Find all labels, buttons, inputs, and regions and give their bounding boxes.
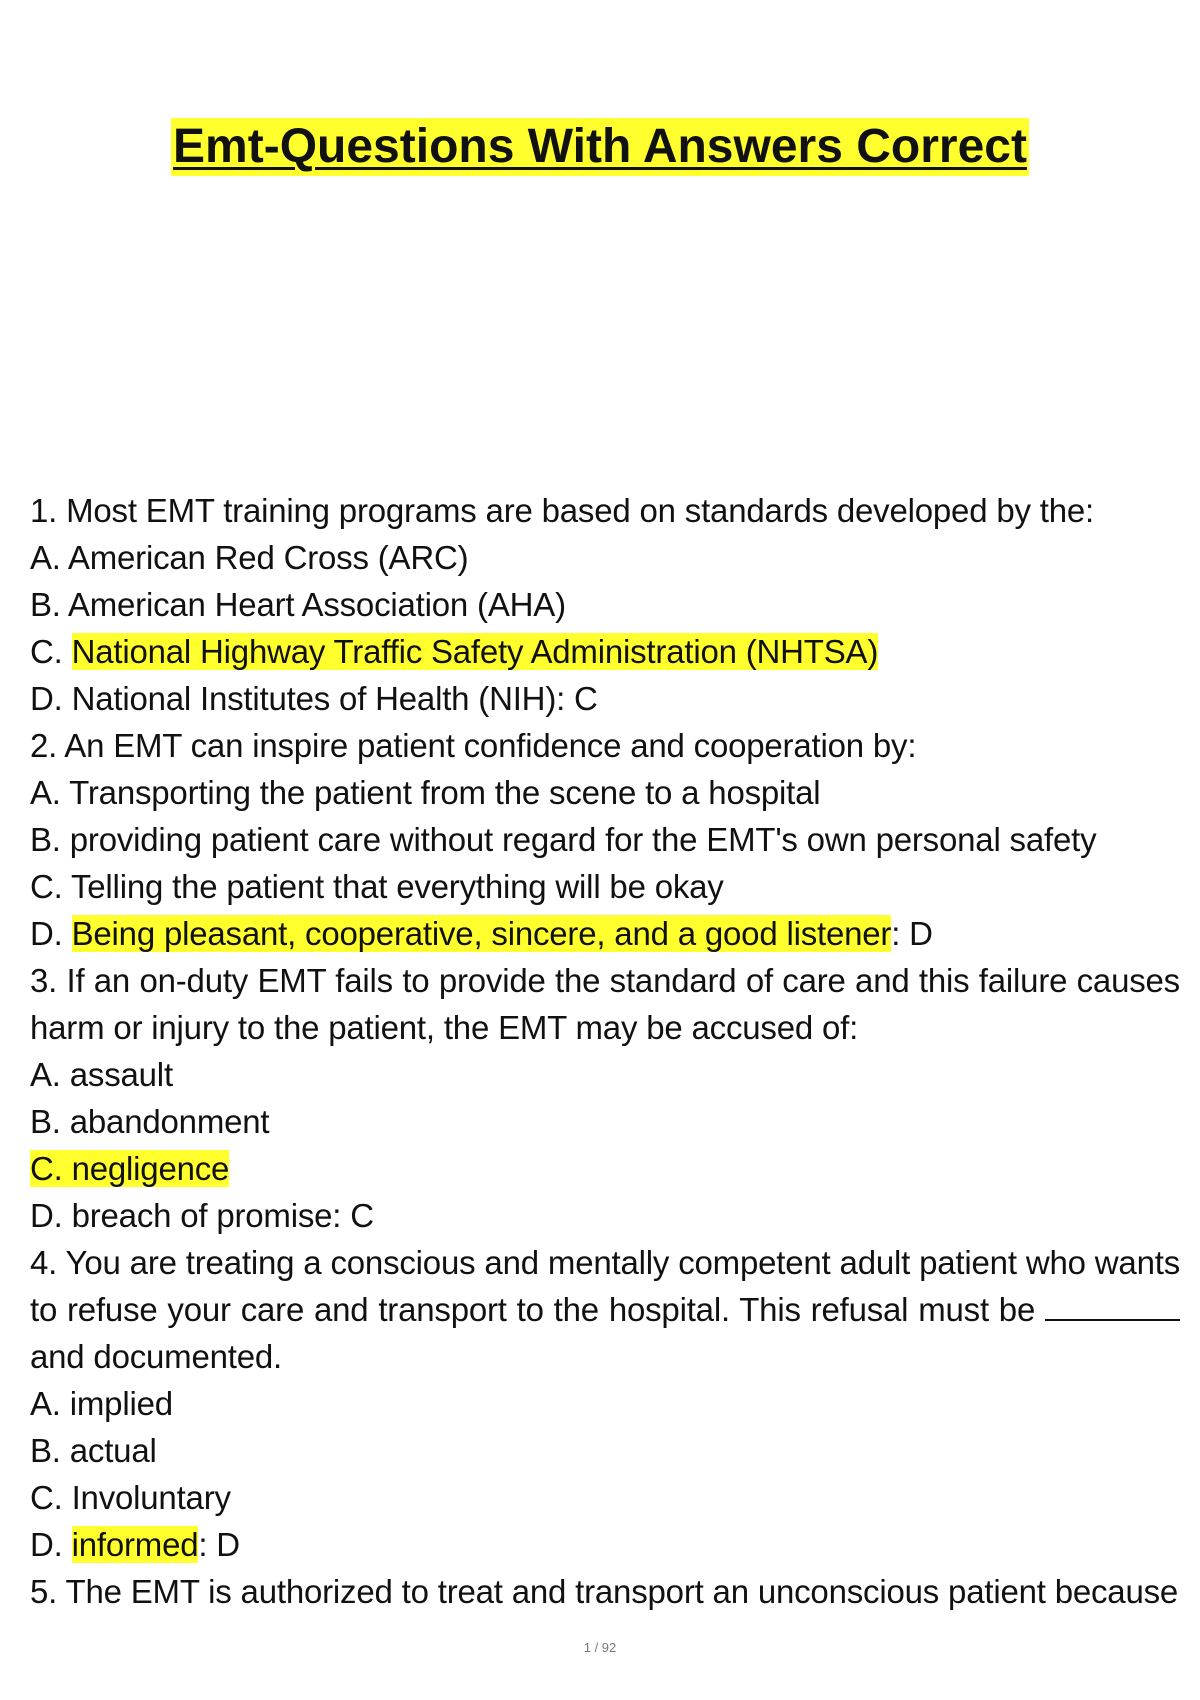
question-4-stem: [30, 1239, 1180, 1380]
option-prefix: C.: [30, 633, 72, 670]
page-number: 1 / 92: [583, 1640, 617, 1655]
questions-body: [30, 487, 1180, 1615]
question-1-stem: 1. Most EMT training programs are based on standards developed by the:: [30, 492, 1094, 529]
question-4-option-b: B. actual: [30, 1432, 157, 1469]
question-1-option-a: A. American Red Cross (ARC): [30, 539, 469, 576]
highlighted-answer: Being pleasant, cooperative, sincere, and a good listener: [71, 915, 892, 952]
fill-in-blank: [1045, 1293, 1180, 1321]
answer-key: : D: [891, 915, 933, 952]
question-2-option-c: C. Telling the patient that everything will be okay: [30, 868, 724, 905]
question-5-stem: 5. The EMT is authorized to treat and transport an unconscious patient because: [30, 1573, 1179, 1610]
question-3-option-a: A. assault: [30, 1056, 173, 1093]
question-3-option-b: B. abandonment: [30, 1103, 270, 1140]
highlighted-answer: National Highway Traffic Safety Administration (NHTSA): [71, 633, 879, 670]
option-prefix: D.: [30, 1526, 72, 1563]
question-3-option-d: D. breach of promise: C: [30, 1197, 374, 1234]
title-container: [0, 118, 1200, 176]
question-3-stem: 3. If an on-duty EMT fails to provide the standard of care and this failure causes harm or injury to the patient, the EMT may be accused of:: [30, 962, 1180, 1046]
question-1-option-c: [30, 628, 1180, 675]
question-2-option-a: A. Transporting the patient from the scene to a hospital: [30, 774, 821, 811]
question-2-option-d: [30, 910, 1180, 957]
question-4-stem-text: 4. You are treating a conscious and mentally competent adult patient who wants to refuse your care and transport to the hospital. This refusal must be: [30, 1244, 1180, 1328]
page-title: Emt-Questions With Answers Correct: [171, 118, 1029, 176]
highlighted-answer: C. negligence: [30, 1150, 230, 1187]
question-4-option-d: [30, 1521, 1180, 1568]
option-prefix: D.: [30, 915, 72, 952]
question-4-option-a: A. implied: [30, 1385, 173, 1422]
question-1-option-b: B. American Heart Association (AHA): [30, 586, 566, 623]
answer-key: : D: [198, 1526, 240, 1563]
highlighted-answer: informed: [71, 1526, 199, 1563]
question-4-stem-end: and documented.: [30, 1338, 283, 1375]
question-4-option-c: C. Involuntary: [30, 1479, 231, 1516]
question-2-option-b: B. providing patient care without regard for the EMT's own personal safety: [30, 821, 1097, 858]
question-3-option-c: [30, 1145, 1180, 1192]
question-2-stem: 2. An EMT can inspire patient confidence and cooperation by:: [30, 727, 917, 764]
question-1-option-d: D. National Institutes of Health (NIH): C: [30, 680, 598, 717]
